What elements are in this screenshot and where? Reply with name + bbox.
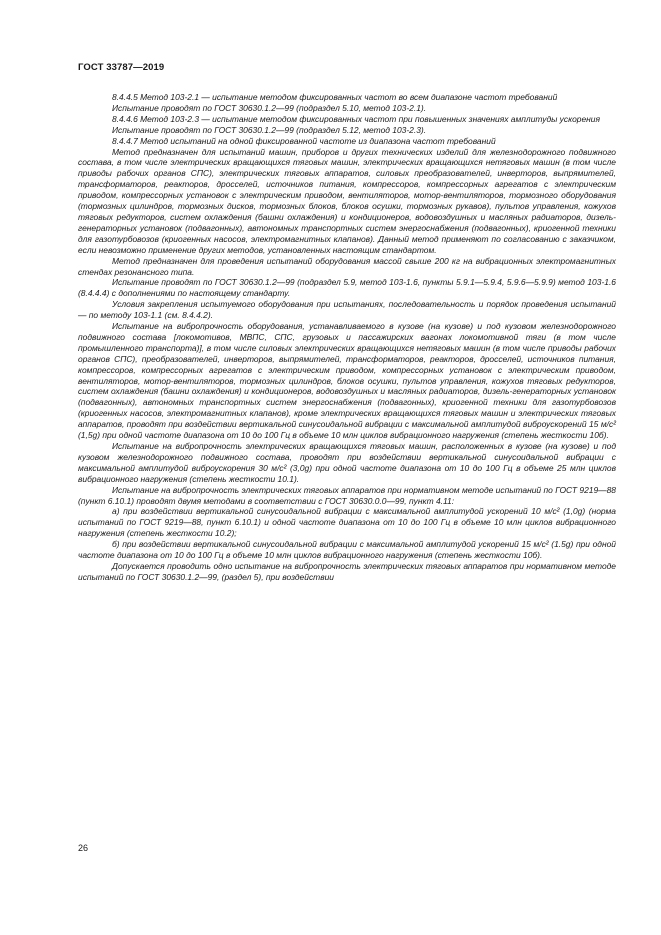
paragraph: 8.4.4.5 Метод 103-2.1 — испытание методом фиксированных частот во всем диапазоне частот требований	[112, 92, 558, 102]
paragraph: б) при воздействии вертикальной синусоидальной вибрации с максимальной амплитудой ускорений 15 м/с² (1.5g) при одной частоте диапазона от 10 до 100 Гц в объеме 10 млн циклов вибрационного нагружения (степень жесткости 10б).	[78, 539, 616, 561]
paragraph: Условия закрепления испытуемого оборудования при испытаниях, последовательность и порядок проведения испытаний — по методу 103-1.1 (см. 8.4.4.2).	[78, 299, 616, 321]
paragraph: Допускается проводить одно испытание на вибропрочность электрических тяговых аппаратов при нормативном методе испытаний по ГОСТ 30630.1.2—99, (раздел 5), при воздействии	[78, 560, 616, 582]
paragraph: Испытание на вибропрочность оборудования, устанавливаемого в кузове (на кузове) и под кузовом железнодорожного подвижного состава [локомотивов, МВПС, СПС, грузовых и пассажирских вагонах локомотивной тяги (в том числе промышленного транспорта)], в том числе силовых электрических вращающихся нетяговых машин (в том числе приводы рабочих органов СПС), преобразователей, инверторов, выпрямителей, трансформаторов, реакторов, дросселей, источников питания, компрессоров, компрессорных агрегатов с электрическим приводом, компрессорных установок с электрическим приводом, вентиляторов, мотор-вентиляторов, тормозных цилиндров, блоков осушки, пультов управления, кожухов тяговых редукторов, систем охлаждения (башни охлаждения) и кондиционеров, водовоздушных и масляных радиаторов, дизель-генераторных установок (подвагонных), автономных транспортных систем энергоснабжения (подвагонных), криогенной техники для газотурбовозов (криогенных насосов, электромагнитных клапанов), кроме электрических вращающихся тяговых машин и электрических тяговых аппаратов, проводят при воздействии вертикальной синусоидальной вибрации с максимальной амплитудой виброускорений 15 м/с² (1,5g) при одной частоте диапазона от 10 до 100 Гц в объеме 10 млн циклов вибрационного нагружения (степень жесткости 10б).	[78, 321, 616, 441]
paragraph: 8.4.4.6 Метод 103-2.3 — испытание методом фиксированных частот при повышенных значениях амплитуды ускорения	[112, 113, 601, 124]
paragraph: Испытание проводят по ГОСТ 30630.1.2—99 (подраздел 5.12, метод 103-2.3).	[112, 124, 427, 135]
paragraph: Испытание проводят по ГОСТ 30630.1.2—99 (подраздел 5.10, метод 103-2.1).	[112, 102, 427, 113]
paragraph: 8.4.4.7 Метод испытаний на одной фиксированной частоте из диапазона частот требований	[112, 135, 496, 146]
paragraph: Испытание на вибропрочность электрических вращающихся тяговых машин, расположенных в кузове (на кузове) и под кузовом железнодорожного подвижного состава, проводят при воздействии вертикальной синусоидальной вибрации с максимальной амплитудой виброускорения 30 м/с² (3,0g) при одной частоте диапазона от 10 до 100 Гц в объеме 25 млн циклов вибрационного нагружения (степень жесткости 10.1).	[78, 441, 616, 484]
paragraph: Метод предназначен для проведения испытаний оборудования массой свыше 200 кг на вибрационных электромагнитных стендах резонансного типа.	[78, 255, 616, 277]
paragraph: Испытание проводят по ГОСТ 30630.1.2—99 (подраздел 5.9, метод 103-1.6, пункты 5.9.1—5.9.4, 5.9.6—5.9.9) метод 103-1.6 (8.4.4.4) с дополнениями по настоящему стандарту.	[78, 277, 616, 299]
paragraph: Испытание на вибропрочность электрических тяговых аппаратов при нормативном методе испытаний по ГОСТ 9219—88 (пункт 6.10.1) проводят двумя методами в соответствии с ГОСТ 30630.0.0—99, пункт 4.11:	[78, 484, 616, 506]
paragraph: а) при воздействии вертикальной синусоидальной вибрации с максимальной амплитудой ускорений 10 м/с² (1,0g) (норма испытаний по ГОСТ 9219—88, пункт 6.10.1) и одной частоте диапазона от 10 до 100 Гц в объеме 10 млн циклов вибрационного нагружения (степень жесткости 10.2);	[78, 506, 616, 539]
document-body	[78, 92, 616, 583]
standard-header: ГОСТ 33787—2019	[78, 62, 165, 73]
page-number: 26	[78, 843, 89, 853]
paragraph: Метод предназначен для испытаний машин, приборов и других технических изделий для железнодорожного подвижного состава, в том числе электрических вращающихся тяговых машин, электрических вращающихся нетяговых машин (в том числе приводы рабочих органов СПС), электрических тяговых аппаратов, силовых преобразователей, инверторов, выпрямителей, трансформаторов, реакторов, дросселей, источников питания, компрессоров, компрессорных агрегатов с электрическим приводом, компрессорных установок с электрическим приводом, вентиляторов, мотор-вентиляторов, тормозного оборудования (тормозных цилиндров, тормозных дисков, тормозных блоков, блоков осушки, тормозных рукавов), пультов управления, кожухов тяговых редукторов, систем охлаждения (башни охлаждения) и кондиционеров, водовоздушных и масляных радиаторов, дизель-генераторных установок (подвагонных), автономных транспортных систем энергоснабжения (подвагонных), криогенной техники для газотурбовозов (криогенных насосов, электромагнитных клапанов). Данный метод применяют по согласованию с заказчиком, если невозможно применение других методов, установленных настоящим стандартом.	[78, 146, 616, 255]
